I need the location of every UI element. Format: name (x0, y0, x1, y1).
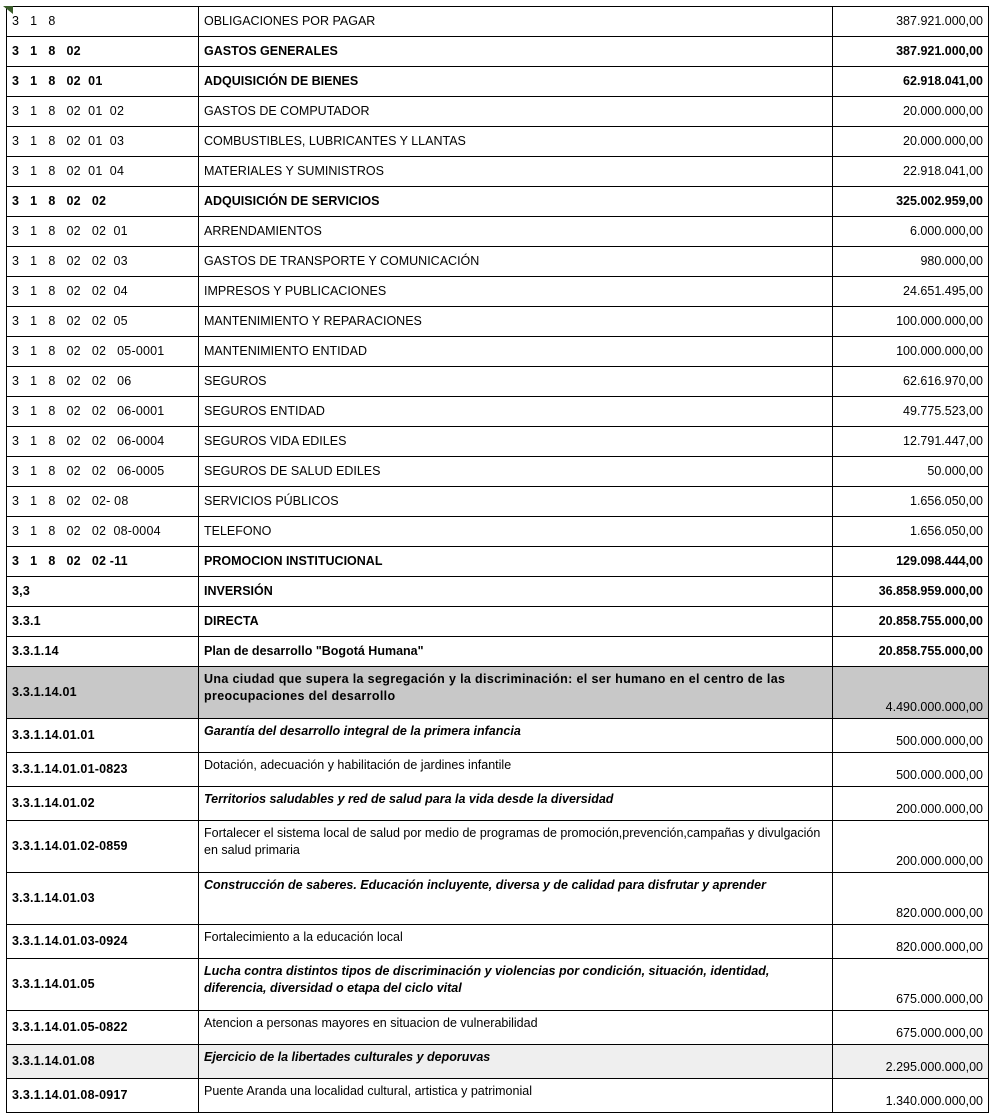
table-row (7, 67, 989, 97)
table-row (7, 7, 989, 37)
table-row (7, 667, 989, 719)
table-row (7, 1011, 989, 1045)
table-row (7, 719, 989, 753)
row-description: Territorios saludables y red de salud para la vida desde la diversidad (199, 787, 833, 821)
table-row (7, 1079, 989, 1113)
row-amount: 62.918.041,00 (833, 67, 989, 97)
row-description: Dotación, adecuación y habilitación de jardines infantile (199, 753, 833, 787)
row-code: 3 1 8 02 02 06 (7, 367, 199, 397)
row-description: Plan de desarrollo "Bogotá Humana" (199, 637, 833, 667)
row-description: GASTOS DE COMPUTADOR (199, 97, 833, 127)
row-amount: 675.000.000,00 (833, 959, 989, 1011)
row-code: 3 1 8 02 02 06-0005 (7, 457, 199, 487)
row-amount: 325.002.959,00 (833, 187, 989, 217)
row-description: ADQUISICIÓN DE SERVICIOS (199, 187, 833, 217)
row-amount: 1.656.050,00 (833, 487, 989, 517)
row-description: SEGUROS (199, 367, 833, 397)
row-description: MANTENIMIENTO ENTIDAD (199, 337, 833, 367)
row-amount: 62.616.970,00 (833, 367, 989, 397)
row-description: DIRECTA (199, 607, 833, 637)
row-description: GASTOS GENERALES (199, 37, 833, 67)
row-code: 3 1 8 02 02 05 (7, 307, 199, 337)
table-row (7, 925, 989, 959)
row-description: Garantía del desarrollo integral de la primera infancia (199, 719, 833, 753)
row-code: 3.3.1.14.01.08 (7, 1045, 199, 1079)
row-code: 3 1 8 02 01 04 (7, 157, 199, 187)
table-row (7, 487, 989, 517)
row-code: 3.3.1.14.01.03-0924 (7, 925, 199, 959)
row-amount: 49.775.523,00 (833, 397, 989, 427)
row-description: INVERSIÓN (199, 577, 833, 607)
table-row (7, 787, 989, 821)
row-description: Fortalecimiento a la educación local (199, 925, 833, 959)
row-amount: 200.000.000,00 (833, 787, 989, 821)
row-code: 3.3.1.14.01.01 (7, 719, 199, 753)
row-amount: 100.000.000,00 (833, 337, 989, 367)
row-description: GASTOS DE TRANSPORTE Y COMUNICACIÓN (199, 247, 833, 277)
row-description: COMBUSTIBLES, LUBRICANTES Y LLANTAS (199, 127, 833, 157)
row-description: MANTENIMIENTO Y REPARACIONES (199, 307, 833, 337)
row-code: 3.3.1.14.01.02 (7, 787, 199, 821)
table-row (7, 547, 989, 577)
row-code: 3 1 8 02 01 02 (7, 97, 199, 127)
row-code: 3.3.1 (7, 607, 199, 637)
row-description: TELEFONO (199, 517, 833, 547)
table-row (7, 517, 989, 547)
row-code: 3 1 8 02 02 08-0004 (7, 517, 199, 547)
row-amount: 100.000.000,00 (833, 307, 989, 337)
table-row (7, 873, 989, 925)
row-amount: 4.490.000.000,00 (833, 667, 989, 719)
row-amount: 36.858.959.000,00 (833, 577, 989, 607)
row-amount: 1.340.000.000,00 (833, 1079, 989, 1113)
row-code: 3.3.1.14.01.01-0823 (7, 753, 199, 787)
row-amount: 1.656.050,00 (833, 517, 989, 547)
table-row (7, 637, 989, 667)
budget-table-body (7, 7, 989, 1113)
row-code: 3.3.1.14.01.05-0822 (7, 1011, 199, 1045)
row-amount: 129.098.444,00 (833, 547, 989, 577)
row-amount: 387.921.000,00 (833, 7, 989, 37)
budget-table (6, 6, 989, 1113)
table-row (7, 247, 989, 277)
table-row (7, 959, 989, 1011)
row-description: Una ciudad que supera la segregación y la discriminación: el ser humano en el centro de las preocupaciones del desarrollo (199, 667, 833, 719)
table-row (7, 217, 989, 247)
row-description: Construcción de saberes. Educación incluyente, diversa y de calidad para disfrutar y aprender (199, 873, 833, 925)
document-page (0, 6, 994, 1116)
row-amount: 6.000.000,00 (833, 217, 989, 247)
row-description: SEGUROS DE SALUD EDILES (199, 457, 833, 487)
table-row (7, 307, 989, 337)
row-amount: 20.858.755.000,00 (833, 607, 989, 637)
row-code: 3 1 8 02 02 05-0001 (7, 337, 199, 367)
row-code: 3.3.1.14.01.08-0917 (7, 1079, 199, 1113)
table-row (7, 157, 989, 187)
row-code: 3 1 8 02 01 03 (7, 127, 199, 157)
row-amount: 24.651.495,00 (833, 277, 989, 307)
row-description: Fortalecer el sistema local de salud por medio de programas de promoción,prevención,campañas y divulgación en salud primaria (199, 821, 833, 873)
row-amount: 200.000.000,00 (833, 821, 989, 873)
row-amount: 2.295.000.000,00 (833, 1045, 989, 1079)
row-description: ADQUISICIÓN DE BIENES (199, 67, 833, 97)
row-amount: 820.000.000,00 (833, 873, 989, 925)
row-amount: 500.000.000,00 (833, 753, 989, 787)
row-code: 3 1 8 02 02 06-0001 (7, 397, 199, 427)
row-code: 3.3.1.14.01 (7, 667, 199, 719)
table-row (7, 821, 989, 873)
row-description: Ejercicio de la libertades culturales y deporuvas (199, 1045, 833, 1079)
table-row (7, 427, 989, 457)
row-code: 3.3.1.14 (7, 637, 199, 667)
table-row (7, 37, 989, 67)
row-code: 3 1 8 02 (7, 37, 199, 67)
row-amount: 820.000.000,00 (833, 925, 989, 959)
row-code: 3 1 8 02 02 -11 (7, 547, 199, 577)
table-row (7, 397, 989, 427)
table-row (7, 127, 989, 157)
row-amount: 500.000.000,00 (833, 719, 989, 753)
row-description: SERVICIOS PÚBLICOS (199, 487, 833, 517)
row-code: 3 1 8 (7, 7, 199, 37)
row-amount: 20.000.000,00 (833, 127, 989, 157)
table-row (7, 457, 989, 487)
row-code: 3 1 8 02 02 06-0004 (7, 427, 199, 457)
row-amount: 675.000.000,00 (833, 1011, 989, 1045)
row-amount: 387.921.000,00 (833, 37, 989, 67)
row-description: Puente Aranda una localidad cultural, artistica y patrimonial (199, 1079, 833, 1113)
row-code: 3.3.1.14.01.05 (7, 959, 199, 1011)
row-amount: 20.858.755.000,00 (833, 637, 989, 667)
table-row (7, 1045, 989, 1079)
row-code: 3 1 8 02 02 04 (7, 277, 199, 307)
table-row (7, 337, 989, 367)
row-code: 3 1 8 02 01 (7, 67, 199, 97)
table-row (7, 97, 989, 127)
row-description: Lucha contra distintos tipos de discriminación y violencias por condición, situación, identidad, diferencia, diversidad o etapa del ciclo vital (199, 959, 833, 1011)
table-row (7, 277, 989, 307)
row-description: IMPRESOS Y PUBLICACIONES (199, 277, 833, 307)
row-amount: 50.000,00 (833, 457, 989, 487)
row-code: 3.3.1.14.01.02-0859 (7, 821, 199, 873)
row-description: ARRENDAMIENTOS (199, 217, 833, 247)
row-amount: 22.918.041,00 (833, 157, 989, 187)
row-code: 3 1 8 02 02 01 (7, 217, 199, 247)
table-row (7, 753, 989, 787)
table-row (7, 187, 989, 217)
row-description: Atencion a personas mayores en situacion de vulnerabilidad (199, 1011, 833, 1045)
row-code: 3 1 8 02 02- 08 (7, 487, 199, 517)
row-amount: 980.000,00 (833, 247, 989, 277)
row-description: SEGUROS ENTIDAD (199, 397, 833, 427)
row-description: PROMOCION INSTITUCIONAL (199, 547, 833, 577)
row-amount: 12.791.447,00 (833, 427, 989, 457)
row-code: 3 1 8 02 02 03 (7, 247, 199, 277)
row-description: MATERIALES Y SUMINISTROS (199, 157, 833, 187)
row-description: SEGUROS VIDA EDILES (199, 427, 833, 457)
row-code: 3,3 (7, 577, 199, 607)
row-amount: 20.000.000,00 (833, 97, 989, 127)
table-row (7, 577, 989, 607)
row-code: 3 1 8 02 02 (7, 187, 199, 217)
table-row (7, 367, 989, 397)
table-row (7, 607, 989, 637)
row-description: OBLIGACIONES POR PAGAR (199, 7, 833, 37)
row-code: 3.3.1.14.01.03 (7, 873, 199, 925)
